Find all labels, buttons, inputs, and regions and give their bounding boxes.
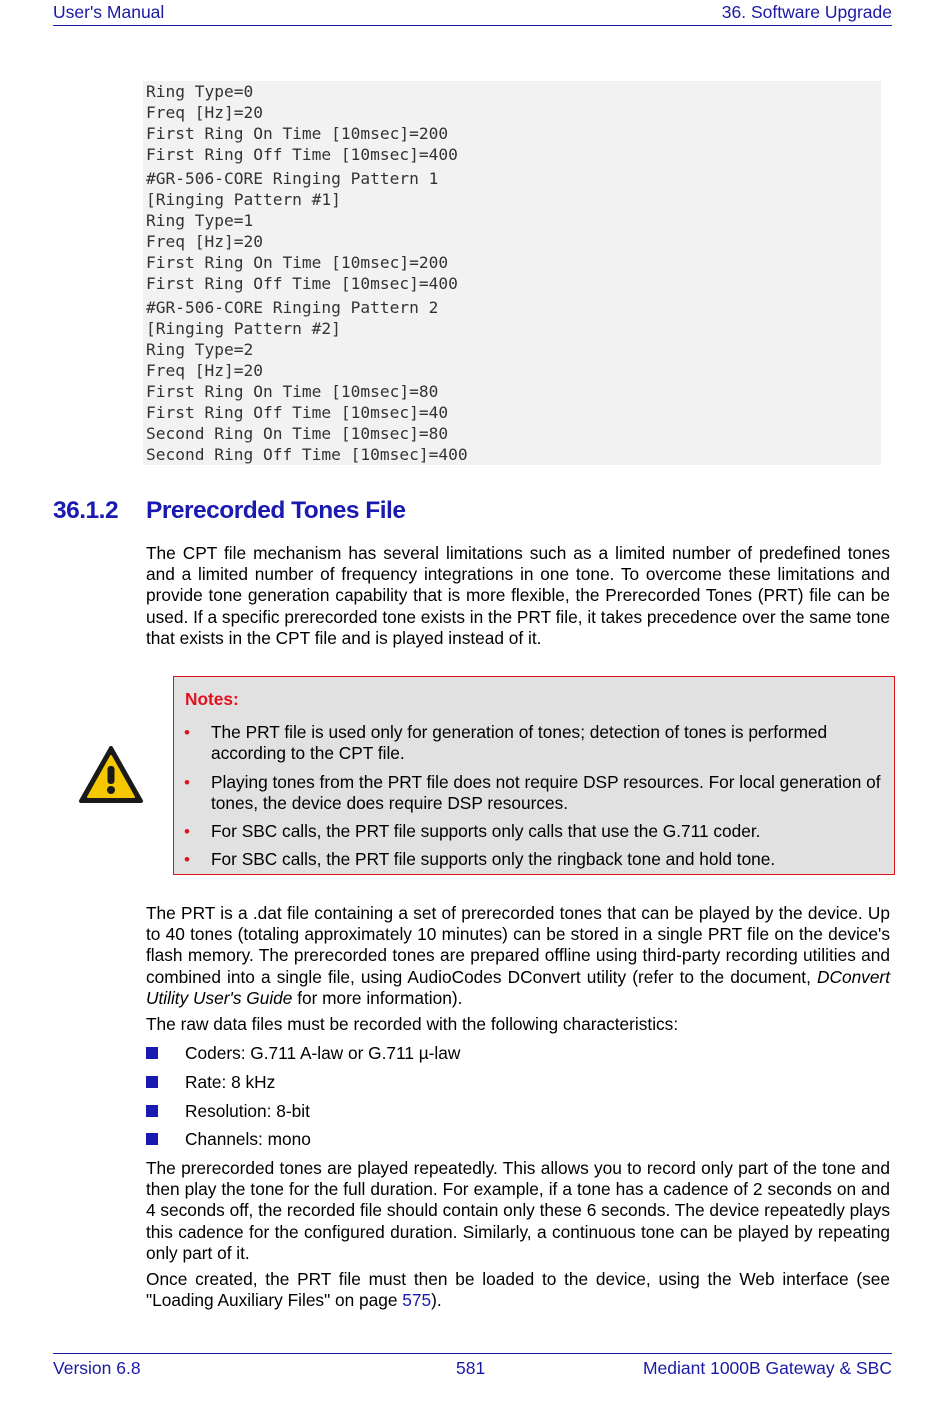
code-line: [Ringing Pattern #1]	[146, 190, 341, 209]
code-line: First Ring On Time [10msec]=200	[146, 253, 449, 272]
note-bullet-icon: •	[184, 850, 190, 869]
code-line: Ring Type=0	[146, 82, 254, 101]
note-item	[184, 772, 881, 814]
repeat-paragraph: The prerecorded tones are played repeatedly. This allows you to record only part of the tone and then play the tone for the full duration. For example, if a tone has a cadence of 2 seconds on and 4 seconds off, the recorded file should contain only these 6 seconds. The device repeatedly plays this cadence for the configured duration. Similarly, a continuous tone can be played by repeating only part of it.	[146, 1158, 890, 1263]
note-bullet-icon: •	[184, 773, 190, 792]
characteristic-text: Coders: G.711 A-law or G.711 µ-law	[185, 1043, 461, 1063]
characteristic-text: Resolution: 8-bit	[185, 1101, 310, 1121]
note-item	[184, 821, 881, 842]
footer-product-name: Mediant 1000B Gateway & SBC	[642, 1358, 892, 1378]
code-line: Freq [Hz]=20	[146, 361, 263, 380]
note-text: Playing tones from the PRT file does not require DSP resources. For local generation of tones, the device does require DSP resources.	[211, 772, 881, 814]
header-chapter-title: 36. Software Upgrade	[721, 2, 892, 22]
notes-title: Notes:	[185, 689, 239, 709]
square-bullet-icon	[146, 1076, 158, 1088]
document-title: DConvert Utility User's Guide	[146, 966, 890, 1008]
note-bullet-icon: •	[184, 822, 190, 841]
characteristic-text: Channels: mono	[185, 1129, 311, 1149]
code-line: Second Ring Off Time [10msec]=400	[146, 445, 468, 464]
code-line: First Ring On Time [10msec]=200	[146, 124, 449, 143]
raw-data-intro: The raw data files must be recorded with the following characteristics:	[146, 1014, 679, 1034]
note-bullet-icon: •	[184, 723, 190, 742]
section-number: 36.1.2	[53, 497, 119, 524]
page-header	[53, 0, 892, 26]
load-text-before: Once created, the PRT file must then be loaded to the device, using the Web interface (see "Loading Auxiliary Files" on page	[146, 1269, 890, 1311]
square-bullet-icon	[146, 1047, 158, 1059]
code-line: #GR-506-CORE Ringing Pattern 1	[146, 169, 439, 188]
page-footer	[53, 1353, 892, 1384]
code-line: [Ringing Pattern #2]	[146, 319, 341, 338]
code-line: Ring Type=2	[146, 340, 254, 359]
characteristic-text: Rate: 8 kHz	[185, 1072, 276, 1092]
square-bullet-icon	[146, 1105, 158, 1117]
notes-box	[173, 676, 895, 875]
header-manual-title: User's Manual	[53, 2, 165, 22]
note-text: For SBC calls, the PRT file supports only the ringback tone and hold tone.	[211, 849, 776, 869]
code-line: First Ring Off Time [10msec]=400	[146, 274, 458, 293]
note-item	[184, 722, 881, 764]
footer-page-number: 581	[456, 1358, 486, 1378]
code-line: First Ring Off Time [10msec]=40	[146, 403, 449, 422]
code-block	[143, 81, 881, 465]
code-line: Freq [Hz]=20	[146, 232, 263, 251]
prt-text-before: The PRT is a .dat file containing a set of prerecorded tones that can be played by the device. Up to 40 tones (totaling approximately 10 minutes) can be stored in a single PRT file on the device's flash memory. The prerecorded tones are prepared offline using third-party recording utilities and combined into a single file, using AudioCodes DConvert utility (refer to the document,	[146, 903, 890, 987]
note-text: The PRT file is used only for generation of tones; detection of tones is performed according to the CPT file.	[211, 722, 828, 764]
code-line: Freq [Hz]=20	[146, 103, 263, 122]
warning-icon	[78, 745, 144, 805]
code-line: First Ring On Time [10msec]=80	[146, 382, 439, 401]
intro-paragraph: The CPT file mechanism has several limitations such as a limited number of predefined tones and a limited number of frequency integrations in one tone. To overcome these limitations and provide tone generation capability that is more flexible, the Prerecorded Tones (PRT) file can be used. If a specific prerecorded tone exists in the PRT file, it takes precedence over the same tone that exists in the CPT file and is played instead of it.	[146, 543, 890, 648]
code-line: Ring Type=1	[146, 211, 254, 230]
footer-version: Version 6.8	[53, 1358, 141, 1378]
code-line: #GR-506-CORE Ringing Pattern 2	[146, 298, 439, 317]
note-item	[184, 849, 881, 870]
prt-paragraph	[146, 903, 890, 1009]
note-text: For SBC calls, the PRT file supports only calls that use the G.711 coder.	[211, 821, 761, 841]
load-text-after: ).	[431, 1290, 442, 1311]
code-line: Second Ring On Time [10msec]=80	[146, 424, 449, 443]
section-title: Prerecorded Tones File	[146, 497, 406, 524]
code-line: First Ring Off Time [10msec]=400	[146, 145, 458, 164]
load-paragraph	[146, 1269, 890, 1311]
square-bullet-icon	[146, 1133, 158, 1145]
prt-text-after: for more information).	[292, 987, 463, 1008]
page-link[interactable]: 575	[402, 1290, 432, 1311]
